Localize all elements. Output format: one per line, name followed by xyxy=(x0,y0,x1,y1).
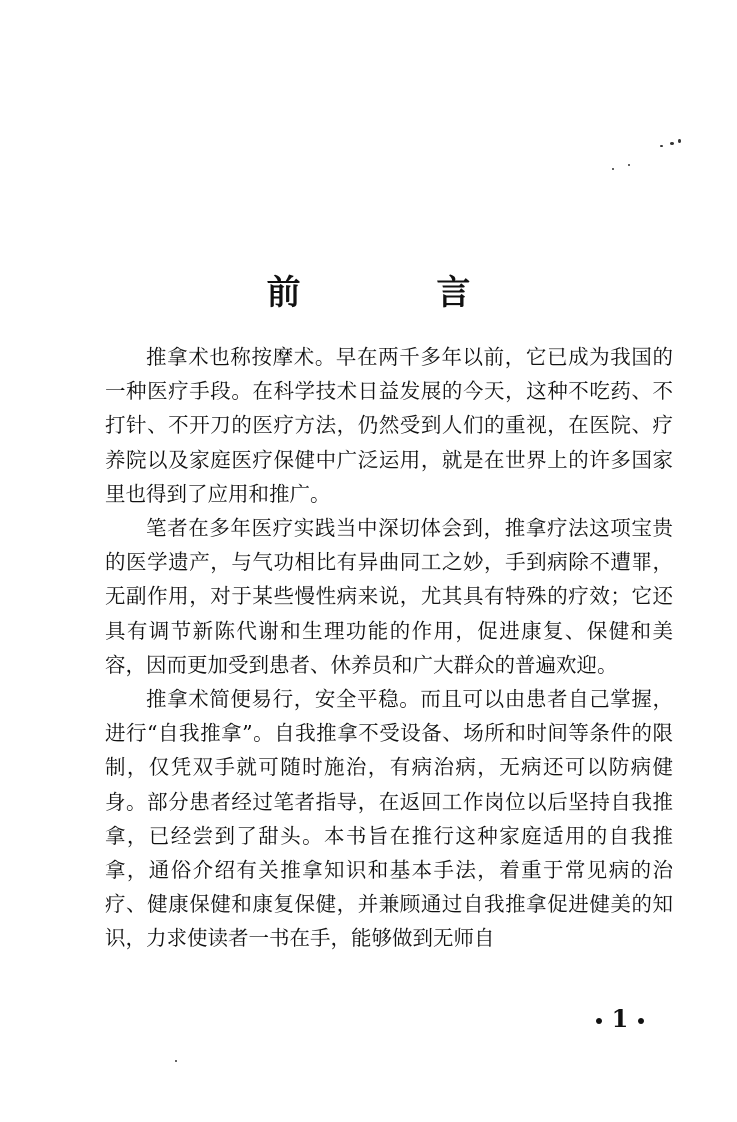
page-number-dot-right xyxy=(638,1018,644,1024)
page-number-dot-left xyxy=(596,1018,602,1024)
page-title: 前 言 xyxy=(266,272,533,313)
scan-speck xyxy=(175,1060,177,1062)
preface-body xyxy=(105,340,673,956)
paragraph: 推拿术简便易行，安全平稳。而且可以由患者自己掌握，进行“自我推拿”。自我推拿不受设备、场所和时间等条件的限制，仅凭双手就可随时施治，有病治病，无病还可以防病健身。部分患者经过笔者指导，在返回工作岗位以后坚持自我推拿，已经尝到了甜头。本书旨在推行这种家庭适用的自我推拿，通俗介绍有关推拿知识和基本手法，着重于常见病的治疗、健康保健和康复保健，并兼顾通过自我推拿促进健美的知识，力求使读者一书在手，能够做到无师自 xyxy=(105,687,673,951)
page-number-value: 1 xyxy=(611,1004,629,1033)
scan-speck xyxy=(612,168,614,170)
paragraph: 笔者在多年医疗实践当中深切体会到，推拿疗法这项宝贵的医学遗产，与气功相比有异曲同工之妙，手到病除不遭罪，无副作用，对于某些慢性病来说，尤其具有特殊的疗效；它还具有调节新陈代谢和生理功能的作用，促进康复、保健和美容，因而更加受到患者、休养员和广大群众的普遍欢迎。 xyxy=(105,516,673,677)
scan-speck xyxy=(660,145,663,147)
paragraph: 推拿术也称按摩术。早在两千多年以前，它已成为我国的一种医疗手段。在科学技术日益发展的今天，这种不吃药、不打针、不开刀的医疗方法，仍然受到人们的重视，在医院、疗养院以及家庭医疗保健中广泛运用，就是在世界上的许多国家里也得到了应用和推广。 xyxy=(105,345,673,506)
page-number xyxy=(575,1003,665,1035)
scan-speck xyxy=(670,142,674,145)
scan-speck xyxy=(628,164,630,166)
scan-speck xyxy=(678,139,681,143)
